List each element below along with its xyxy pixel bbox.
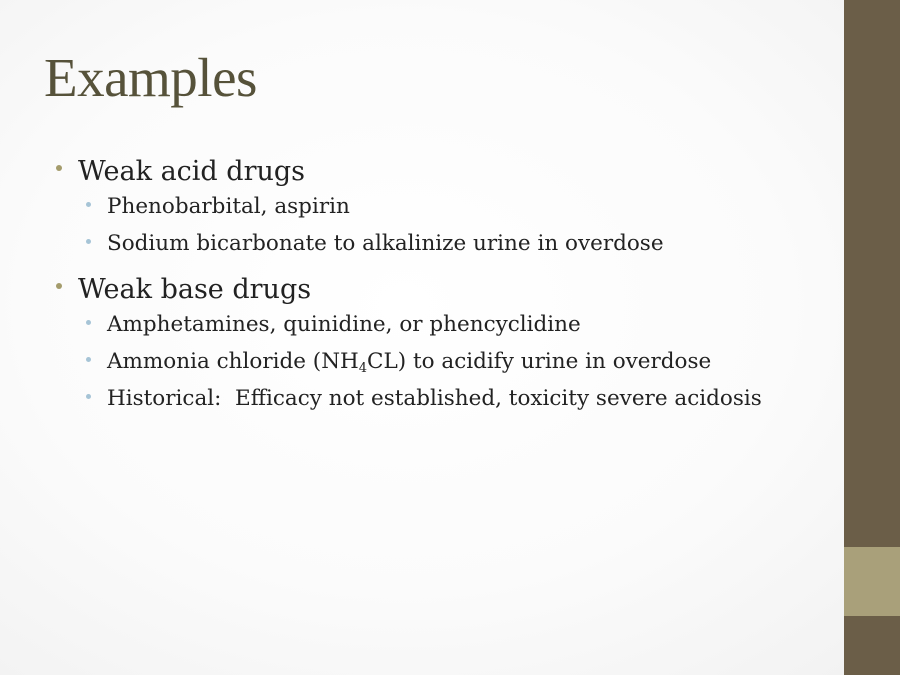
sub-bullet-ammonia	[56, 351, 836, 388]
bullet-dot	[56, 165, 62, 171]
sub-bullet-text: Historical: Efficacy not established, toxicity severe acidosis	[107, 386, 762, 411]
ammonia-text-suffix: CL) to acidify urine in overdose	[367, 349, 712, 374]
sub-bullet	[56, 388, 836, 425]
sub-bullet-dot	[86, 202, 91, 207]
bullet-heading: Weak acid drugs	[78, 156, 306, 187]
sub-bullet-text: Phenobarbital, aspirin	[107, 194, 350, 219]
ammonia-text-prefix: Ammonia chloride (NH	[107, 349, 359, 374]
slide-title: Examples	[44, 47, 257, 108]
sub-bullet-text: Sodium bicarbonate to alkalinize urine in overdose	[107, 231, 664, 256]
bullet-heading: Weak base drugs	[78, 274, 312, 305]
sub-bullet-text: Amphetamines, quinidine, or phencyclidine	[107, 312, 581, 337]
sub-bullet-dot	[86, 320, 91, 325]
bullet-dot	[56, 283, 62, 289]
sub-bullet-dot	[86, 357, 91, 362]
sub-bullet-dot	[86, 394, 91, 399]
ammonia-subscript: 4	[358, 361, 368, 376]
sub-bullet	[56, 233, 836, 270]
sub-bullet-dot	[86, 239, 91, 244]
sub-bullet	[56, 314, 836, 351]
sub-bullet	[56, 196, 836, 233]
bullet-weak-base-drugs	[56, 276, 836, 314]
bullet-list	[56, 158, 836, 425]
decorative-sidebar-accent	[844, 547, 900, 616]
bullet-weak-acid-drugs	[56, 158, 836, 196]
